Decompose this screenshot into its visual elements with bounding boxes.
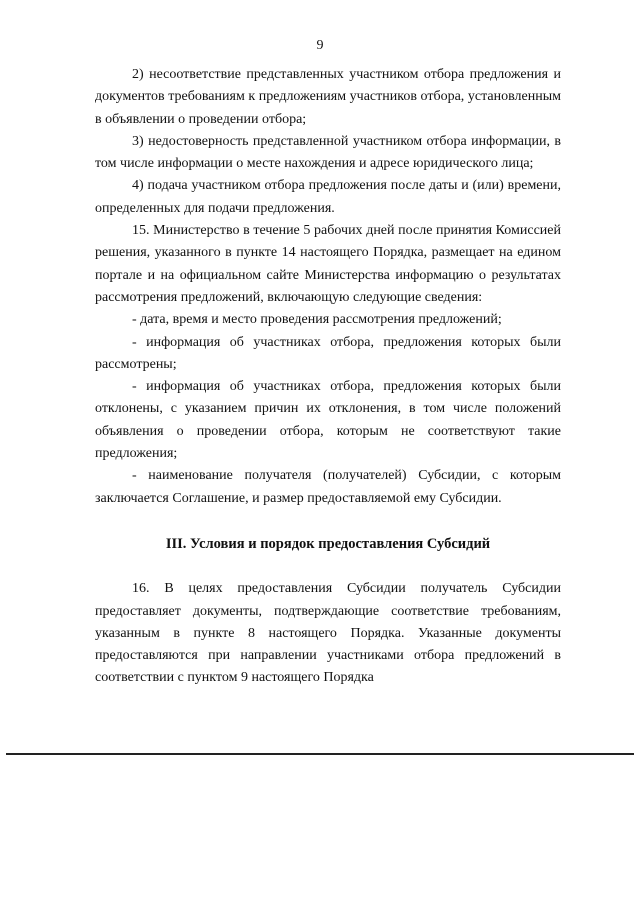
list-item-reviewed: - информация об участниках отбора, предложения которых были рассмотрены; — [95, 334, 561, 372]
page-number: 9 — [316, 38, 324, 53]
paragraph-16: 16. В целях предоставления Субсидии получатель Субсидии предоставляет документы, подтверждающие соответствие требованиям, указанным в пункте 8 настоящего Порядка. Указанные документы предоставляются при направлении участниками отбора предложений в соответствии с пунктом 9 настоящего Порядка — [95, 581, 561, 686]
list-item-date: - дата, время и место проведения рассмотрения предложений; — [132, 312, 502, 328]
paragraph-item-4: 4) подача участником отбора предложения после даты и (или) времени, определенных для подачи предложения. — [95, 178, 561, 216]
paragraph-item-3: 3) недостоверность представленной участником отбора информации, в том числе информации о месте нахождения и адресе юридического лица; — [95, 133, 561, 172]
list-item-rejected: - информация об участниках отбора, предложения которых были отклонены, с указанием причин их отклонения, в том числе положений объявления о проведении отбора, которым не соответствуют такие предложения; — [95, 379, 561, 462]
list-item-recipient: - наименование получателя (получателей) Субсидии, с которым заключается Соглашение, и размер предоставляемой ему Субсидии. — [95, 468, 561, 506]
paragraph-item-2: 2) несоответствие представленных участником отбора предложения и документов требованиям к предложениям участников отбора, установленным в объявлении о проведении отбора; — [95, 67, 561, 127]
paragraph-15: 15. Министерство в течение 5 рабочих дней после принятия Комиссией решения, указанного в пункте 14 настоящего Порядка, размещает на едином портале и на официальном сайте Министерства информацию о результатах рассмотрения предложений, включающую следующие сведения: — [95, 223, 561, 305]
section-heading: III. Условия и порядок предоставления Субсидий — [165, 535, 491, 552]
document-body — [95, 64, 561, 690]
bottom-divider — [6, 753, 634, 755]
